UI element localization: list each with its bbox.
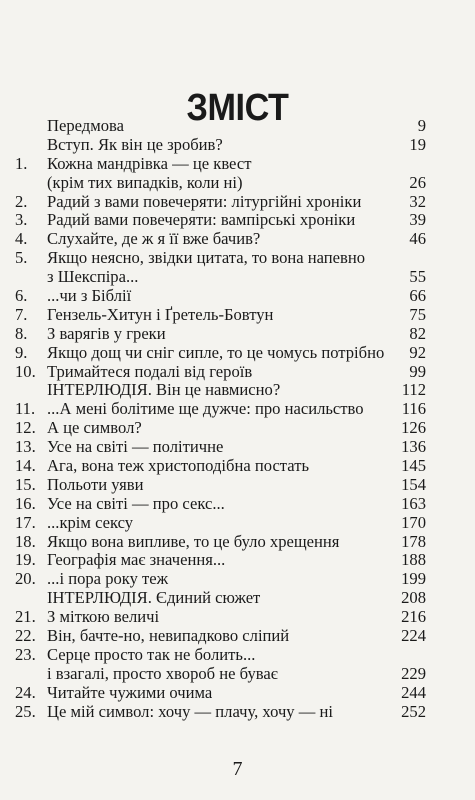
toc-entry xyxy=(0,306,475,325)
toc-entry xyxy=(0,476,475,495)
table-of-contents xyxy=(0,117,475,722)
toc-entry xyxy=(0,344,475,363)
toc-entry xyxy=(0,570,475,589)
toc-entry-page: 126 xyxy=(401,418,426,438)
toc-entry-title: (крім тих випадків, коли ні) xyxy=(47,172,243,192)
toc-entry xyxy=(0,381,475,400)
toc-entry-page: 208 xyxy=(401,588,426,608)
toc-entry-number: 19. xyxy=(15,550,36,570)
page-title: ЗМІСТ xyxy=(186,87,289,130)
toc-entry xyxy=(0,438,475,457)
toc-entry-page: 66 xyxy=(409,286,426,306)
toc-entry-number: 21. xyxy=(15,607,36,627)
toc-entry-number: 18. xyxy=(15,531,36,551)
toc-entry-title: Читайте чужими очима xyxy=(47,682,213,702)
toc-entry-title: ...А мені болітиме ще дужче: про насильство xyxy=(47,399,364,419)
toc-entry-page: 116 xyxy=(401,399,426,419)
toc-entry xyxy=(0,608,475,627)
toc-entry-number: 9. xyxy=(15,342,28,362)
toc-entry-number: 25. xyxy=(15,701,36,721)
toc-entry-title: ІНТЕРЛЮДІЯ. Єдиний сюжет xyxy=(47,588,261,608)
toc-entry-number: 17. xyxy=(15,512,36,532)
toc-entry-title: З міткою величі xyxy=(47,607,160,627)
toc-entry-page: 99 xyxy=(409,361,426,381)
toc-entry-title: Серце просто так не болить... xyxy=(47,644,256,664)
toc-entry-page: 39 xyxy=(409,210,426,230)
toc-entry xyxy=(0,533,475,552)
page-number: 7 xyxy=(232,758,243,780)
toc-entry-title: А це символ? xyxy=(47,418,142,438)
toc-entry xyxy=(0,363,475,382)
toc-entry-page: 163 xyxy=(401,493,426,513)
toc-entry xyxy=(0,457,475,476)
toc-entry-title: Усе на світі — про секс... xyxy=(47,493,225,513)
toc-entry-number: 4. xyxy=(15,229,28,249)
toc-entry-number: 22. xyxy=(15,626,36,646)
toc-entry-title: Ага, вона теж христоподібна постать xyxy=(47,456,310,476)
toc-entry xyxy=(0,419,475,438)
toc-entry-number: 14. xyxy=(15,456,36,476)
toc-entry-title: і взагалі, просто хвороб не буває xyxy=(47,663,278,683)
toc-entry xyxy=(0,155,475,174)
toc-entry xyxy=(0,211,475,230)
toc-entry-page: 55 xyxy=(409,267,426,287)
toc-entry xyxy=(0,514,475,533)
toc-entry-page: 112 xyxy=(401,380,426,400)
toc-entry xyxy=(0,249,475,268)
toc-entry-number: 16. xyxy=(15,493,36,513)
toc-entry-number: 10. xyxy=(15,361,36,381)
toc-entry xyxy=(0,174,475,193)
toc-entry-page: 46 xyxy=(409,229,426,249)
toc-entry xyxy=(0,400,475,419)
toc-entry-title: З варягів у греки xyxy=(47,323,166,343)
toc-entry-title: Географія має значення... xyxy=(47,550,226,570)
toc-entry-title: Тримайтеся подалі від героїв xyxy=(47,361,253,381)
toc-entry-page: 216 xyxy=(401,607,426,627)
toc-entry-title: Якщо вона випливе, то це було хрещення xyxy=(47,531,340,551)
toc-entry-title: ...і пора року теж xyxy=(47,569,169,589)
toc-entry-page: 199 xyxy=(401,569,426,589)
toc-entry-page: 188 xyxy=(401,550,426,570)
toc-entry-page: 92 xyxy=(409,342,426,362)
toc-entry-title: Гензель-Хитун і Ґретель-Бовтун xyxy=(47,304,274,324)
toc-entry xyxy=(0,136,475,155)
toc-entry-page: 145 xyxy=(401,456,426,476)
toc-entry-page: 224 xyxy=(401,626,426,646)
toc-entry xyxy=(0,665,475,684)
toc-entry xyxy=(0,551,475,570)
toc-entry-number: 23. xyxy=(15,644,36,664)
toc-entry xyxy=(0,495,475,514)
toc-entry-number: 3. xyxy=(15,210,28,230)
toc-entry-title: Передмова xyxy=(47,116,125,135)
toc-entry-title: Радий з вами повечеряти: літургійні хроніки xyxy=(47,191,362,211)
toc-entry-page: 136 xyxy=(401,437,426,457)
toc-entry-title: ...чи з Біблії xyxy=(47,286,132,306)
toc-entry-page: 26 xyxy=(409,172,426,192)
toc-entry xyxy=(0,230,475,249)
toc-entry-number: 13. xyxy=(15,437,36,457)
toc-entry-page: 252 xyxy=(401,701,426,721)
toc-entry-page: 9 xyxy=(417,116,426,135)
toc-entry-title: Якщо дощ чи сніг сипле, то це чомусь потрібно xyxy=(47,342,385,362)
toc-entry xyxy=(0,646,475,665)
toc-entry-title: Радий вами повечеряти: вампірські хроніки xyxy=(47,210,356,230)
toc-entry xyxy=(0,117,475,136)
toc-entry-page: 170 xyxy=(401,512,426,532)
toc-entry-page: 75 xyxy=(409,304,426,324)
toc-entry-number: 2. xyxy=(15,191,28,211)
toc-entry xyxy=(0,589,475,608)
toc-entry-number: 1. xyxy=(15,153,28,173)
toc-entry-title: Він, бачте-но, невипадково сліпий xyxy=(47,626,290,646)
toc-entry-title: Якщо неясно, звідки цитата, то вона напевно xyxy=(47,248,366,268)
toc-entry-title: Це мій символ: хочу — плачу, хочу — ні xyxy=(47,701,333,721)
toc-entry-title: Слухайте, де ж я її вже бачив? xyxy=(47,229,261,249)
toc-entry-page: 154 xyxy=(401,474,426,494)
toc-entry xyxy=(0,325,475,344)
toc-entry-title: Польоти уяви xyxy=(47,474,144,494)
toc-entry-title: ІНТЕРЛЮДІЯ. Він це навмисно? xyxy=(47,380,281,400)
toc-entry-title: Кожна мандрівка — це квест xyxy=(47,153,252,173)
toc-entry xyxy=(0,627,475,646)
toc-entry-page: 244 xyxy=(401,682,426,702)
toc-entry-number: 24. xyxy=(15,682,36,702)
toc-entry xyxy=(0,703,475,722)
toc-entry-page: 178 xyxy=(401,531,426,551)
toc-entry-number: 11. xyxy=(15,399,36,419)
toc-entry-page: 19 xyxy=(409,134,426,154)
toc-entry-page: 229 xyxy=(401,663,426,683)
toc-entry-number: 20. xyxy=(15,569,36,589)
toc-entry xyxy=(0,287,475,306)
toc-entry-number: 15. xyxy=(15,474,36,494)
toc-entry-title: з Шекспіра... xyxy=(47,267,139,287)
toc-entry-title: ...крім сексу xyxy=(47,512,134,532)
toc-entry-number: 8. xyxy=(15,323,28,343)
toc-entry-number: 6. xyxy=(15,286,28,306)
toc-entry xyxy=(0,193,475,212)
toc-entry-number: 5. xyxy=(15,248,28,268)
toc-entry-number: 7. xyxy=(15,304,28,324)
toc-entry xyxy=(0,268,475,287)
toc-entry-title: Усе на світі — політичне xyxy=(47,437,224,457)
toc-entry-page: 82 xyxy=(409,323,426,343)
toc-entry-page: 32 xyxy=(409,191,426,211)
toc-entry-number: 12. xyxy=(15,418,36,438)
toc-entry xyxy=(0,684,475,703)
toc-entry-title: Вступ. Як він це зробив? xyxy=(47,134,223,154)
